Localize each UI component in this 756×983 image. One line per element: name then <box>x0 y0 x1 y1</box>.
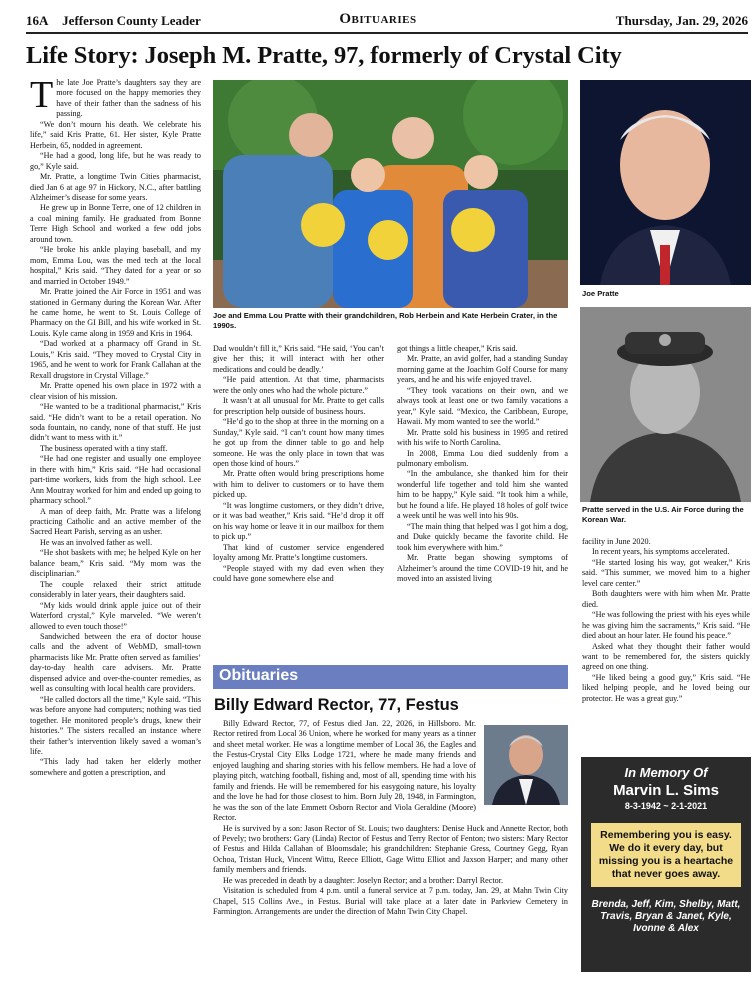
section-label: Obituaries <box>339 11 417 27</box>
story-column-2 <box>213 344 384 654</box>
paragraph: “He was following the priest with his eyes while he was giving him the sacraments,” Kris said. “He died about an hour later. He found his peace.” <box>582 610 750 641</box>
paragraph: The couple relaxed their strict attitude considerably in later years, their daughters said. <box>30 579 201 600</box>
family-photo <box>213 80 568 308</box>
paragraph: Both daughters were with him when Mr. Pratte died. <box>582 589 750 609</box>
military-caption: Pratte served in the U.S. Air Force during the Korean War. <box>582 505 744 524</box>
rector-illustration <box>484 725 568 805</box>
paragraph: “We don’t mourn his death. We celebrate his life,” said Kris Pratte, 61. Her sister, Kyle Pratte Herbein, 65, nodded in agreement. <box>30 119 201 150</box>
paragraph: Mr. Pratte began showing symptoms of Alzheimer’s around the time COVID-19 hit, and he moved into an assisted living <box>397 553 568 583</box>
paragraph: “He shot baskets with me; he helped Kyle on her balance beam,” Kris said. “My mom was the disciplinarian.” <box>30 548 201 579</box>
masthead-rule <box>26 32 748 34</box>
paragraph: “He broke his ankle playing baseball, and my mom, Emma Lou, was the med tech at the local hospital,” Kris said. “They dated for a year or so and married in October 1949.” <box>30 245 201 286</box>
paragraph: Mr. Pratte sold his business in 1995 and retired with his wife to North Carolina. <box>397 427 568 448</box>
obituary-paragraph: He was preceded in death by a daughter: Joselyn Rector; and a brother: Darryl Rector. <box>223 875 503 885</box>
paragraph: The business operated with a tiny staff. <box>40 443 168 453</box>
portrait-caption: Joe Pratte <box>582 289 619 298</box>
military-illustration <box>580 307 751 502</box>
paragraph: “He’d go to the shop at three in the morning on a Sunday,” Kyle said. “I can’t count how many times he got up from the dinner table to go and help someone. He was the only place in town that was open those kind of hours.” <box>213 417 384 468</box>
portrait-photo <box>580 80 751 285</box>
paragraph: A man of deep faith, Mr. Pratte was a lifelong practicing Catholic and an active member of the Sacred Heart Parish, serving as an usher. <box>30 506 201 537</box>
obituary-paragraph: He is survived by a son: Jason Rector of St. Louis; two daughters: Denise Huck and Annette Rector, both of Pevely; two brothers: Gary (Linda) Rector of Festus and Terry Rector of Fenton; two sisters: Mary Rector of Festus and Hilda Callahan of Bloomsdale; his grandchildren: Stephanie Gress, Courtney Gegg, Ryan Ochoa, Tristan Huck, Vincent Wittu, Reece Elliott, Gage Wittu Elliot and Jaxson Harper; and many other family members and friends. <box>213 823 568 875</box>
story-column-1 <box>30 78 201 983</box>
paragraph: facility in June 2020. <box>582 537 651 546</box>
memorial-dates: 8-3-1942 ~ 2-1-2021 <box>624 801 708 811</box>
paragraph: It wasn’t at all unusual for Mr. Pratte to get calls for prescription help outside of business hours. <box>213 396 384 416</box>
paragraph: Asked what they thought their father would want to be remembered for, the sisters quickly agreed on one thing. <box>582 641 750 672</box>
obituary-title: Billy Edward Rector, 77, Festus <box>214 696 459 714</box>
memorial-family: Brenda, Jeff, Kim, Shelby, Matt, Travis, Bryan & Janet, Kyle, Ivonne & Alex <box>591 899 741 934</box>
memorial-message: Remembering you is easy. We do it every day, but missing you is a heartache that never goes away. <box>591 823 741 887</box>
paragraph: Sandwiched between the era of doctor house calls and the advent of WebMD, small-town pharmacists like Mr. Pratte often served as families’ day-to-day health care advisers. Mr. Pratte dispensed advice and over-the-counter remedies, as well as consulting with local health care providers. <box>30 632 201 694</box>
paragraph: “This lady had taken her elderly mother somewhere and gotten a prescription, and <box>30 757 201 777</box>
rector-photo <box>484 725 568 805</box>
paragraph: “He started losing his way, got weaker,” Kris said. “This summer, we moved him to a higher level care center.” <box>582 557 750 588</box>
paragraph: That kind of customer service engendered loyalty among Mr. Pratte’s longtime customers. <box>213 542 384 563</box>
page-number: 16A <box>26 13 48 28</box>
paragraph: In recent years, his symptoms accelerated. <box>592 547 730 557</box>
military-photo <box>580 307 751 502</box>
paragraph: Mr. Pratte, an avid golfer, had a standing Sunday morning game at the Joachim Golf Course for many years, and he and his wife enjoyed travel. <box>397 354 568 385</box>
paragraph: “It was longtime customers, or they didn’t drive, or it was bad weather,” Kris said. “He’d drop it off on his way home or leave it in our mailbox for them to pick up.” <box>213 500 384 542</box>
paragraph: “He paid attention. At that time, pharmacists were the only ones who had the whole picture.” <box>213 375 384 395</box>
paragraph: “Dad worked at a pharmacy off Grand in St. Louis,” Kris said. “They moved to Crystal City in 1965, and he went to work for Frank Callahan at the Rexall drugstore in Crystal Village.” <box>30 339 201 380</box>
lead-paragraph <box>30 78 201 120</box>
obituary-body <box>213 719 568 981</box>
paragraph: Dad wouldn’t fill it,” Kris said. “He said, ‘You can’t give her this; it will interact with her other medications and could be deadly.’ <box>213 344 384 374</box>
paragraph: Mr. Pratte joined the Air Force in 1951 and was stationed in Germany during the Korean War. After he came home, he went to St. Louis College of Pharmacy on the GI Bill, and his wife worked in St. Louis. Kyle came along in 1959 and Kris in 1964. <box>30 287 201 338</box>
paper-name: Jefferson County Leader <box>62 13 201 28</box>
portrait-illustration <box>580 80 751 285</box>
obituaries-banner: Obituaries <box>213 665 568 689</box>
paragraph: got things a little cheaper,” Kris said. <box>397 344 518 353</box>
story-column-4 <box>582 537 750 747</box>
paragraph: He was an involved father as well. <box>40 537 153 547</box>
paragraph: He grew up in Bonne Terre, one of 12 children in a coal mining family. He graduated from Bonne Terre High School and worked a few odd jobs around town. <box>30 203 201 244</box>
dropcap: T <box>30 78 54 116</box>
issue-date: Thursday, Jan. 29, 2026 <box>615 13 748 28</box>
paragraph: “People stayed with my dad even when they could have gone somewhere else and <box>213 563 384 583</box>
paragraph: Mr. Pratte opened his own place in 1972 with a clear vision of his mission. <box>30 381 201 401</box>
paragraph: “They took vacations on their own, and we always took at least one or two family vacations a year,” Kyle said. “Mexico, the Caribbean, Europe, Hawaii. My mom wanted to see the world.” <box>397 385 568 427</box>
story-column-3 <box>397 344 568 654</box>
page-title: Life Story: Joseph M. Pratte, 97, formerly of Crystal City <box>26 42 622 69</box>
paragraph: “In the ambulance, she thanked him for their wonderful life together and told him she wanted him to be happy,” Kyle said. “It took him a while, but he found a life. He played 18 holes of golf twice a week until he was well into his 90s. <box>397 469 568 521</box>
paragraph: Mr. Pratte, a longtime Twin Cities pharmacist, died Jan 6 at age 97 in Hickory, N.C., after battling Alzheimer’s disease for some years. <box>30 172 201 202</box>
obituary-paragraph: Visitation is scheduled from 4 p.m. until a funeral service at 7 p.m. today, Jan. 29, at Mahn Twin City Chapel, 515 Collins Ave., in Festus. Burial will take place at a later date in Parkview Cemetery in Farmington. Arrangements are under the direction of Mahn Twin City Chapel. <box>213 886 568 917</box>
paragraph: “He called doctors all the time,” Kyle said. “This was before anyone had computers; nothing was tied together. He monitored people’s drugs, knew their histories.” The sisters recalled an instance where their father’s intervention likely saved a woman’s life. <box>30 694 201 756</box>
paragraph: “The main thing that helped was I got him a dog, and Duke quickly became the favorite child. He took him everywhere with him.” <box>397 521 568 552</box>
paragraph: “My kids would drink apple juice out of their Waterford crystal,” Kyle marveled. “We weren’t allowed to even touch those!” <box>30 600 201 631</box>
paragraph: “He had one register and usually one employee in there with him,” Kris said. “He had occasional part-time workers, kids from the high school. Lee Ann Moutray worked for him and ended up going to pharmacy school.” <box>30 454 201 506</box>
memorial-ad <box>581 757 751 972</box>
memorial-in-memory: In Memory Of <box>624 765 708 780</box>
paragraph: “He liked being a good guy,” Kris said. “He liked helping people, and he loved being our protector. He was a great guy.” <box>582 672 750 703</box>
family-photo-illustration <box>213 80 568 308</box>
family-photo-caption: Joe and Emma Lou Pratte with their grandchildren, Rob Herbein and Kate Herbein Crater, in the 1990s. <box>213 311 558 330</box>
paragraph: “He had a good, long life, but he was ready to go,” Kyle said. <box>30 151 201 171</box>
paragraph: “He wanted to be a traditional pharmacist,” Kris said. “He didn’t want to be a retail operation. No soda fountain, no candy, none of that stuff. He just didn’t want to mess with it.” <box>30 402 201 443</box>
memorial-name: Marvin L. Sims <box>613 782 719 799</box>
obituary-paragraph: Billy Edward Rector, 77, of Festus died Jan. 22, 2026, in Hillsboro. Mr. Rector retired from Local 36 Union, where he worked for many years as a tinner and sheet metal worker. He was a longtime member of Local 36, the Eagles and the Festus-Crystal City Elks Lodge 1721, where he made many friends and enjoyed laughing and sharing stories with his fellow members. He had a love of playing pitch, watching football, fishing and, most of all, spending time with his family and friends. He will be remembered for his easygoing nature, his loyalty and the love he had for those closest to him. Born July 28, 1948, in Farmington, he was the son of the late Emmett Osborn Rector and Viola Geraldine (Moore) Rector. <box>213 719 476 823</box>
lead-text: he late Joe Pratte’s daughters say they are more focused on the happy memories they have of their father than the sadness of his passing. <box>56 78 201 119</box>
paragraph: Mr. Pratte often would bring prescriptions home with him to deliver to customers or to have them picked up. <box>213 469 384 500</box>
paragraph: In 2008, Emma Lou died suddenly from a pulmonary embolism. <box>397 448 568 468</box>
